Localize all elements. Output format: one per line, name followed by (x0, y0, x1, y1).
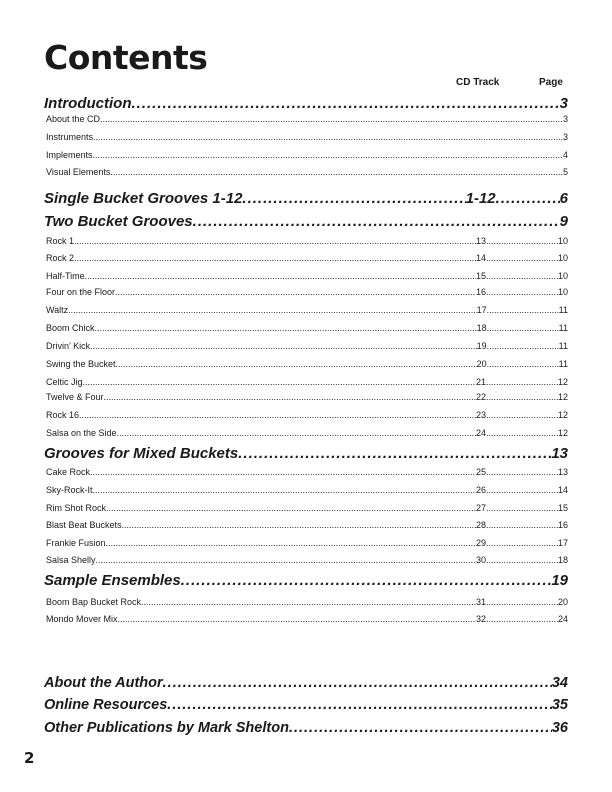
toc-track-number: 23 (475, 410, 486, 420)
toc-entry-title: Frankie Fusion (46, 538, 106, 548)
toc-entry[interactable] (46, 287, 568, 298)
toc-entry-title: Instruments (46, 132, 94, 142)
dot-leader (93, 150, 563, 161)
toc-entry-title: Online Resources (44, 697, 168, 713)
cd-track-header: CD Track (456, 77, 500, 88)
page-header: Page (539, 77, 563, 88)
toc-track-number: 20 (476, 359, 487, 369)
toc-section[interactable] (44, 719, 568, 737)
toc-entry-title: Sample Ensembles (44, 572, 181, 589)
dot-leader (238, 445, 551, 463)
toc-page-number: 10 (557, 287, 568, 297)
toc-page-number: 9 (559, 213, 568, 230)
dot-leader (74, 253, 476, 264)
toc-entry[interactable] (46, 114, 568, 125)
toc-entry[interactable] (46, 236, 568, 247)
toc-entry[interactable] (46, 428, 568, 439)
toc-entry[interactable] (46, 167, 568, 178)
toc-track-number: 14 (475, 253, 486, 263)
toc-entry[interactable] (46, 538, 568, 549)
dot-leader (163, 674, 552, 692)
toc-track-number: 1-12 (465, 190, 496, 207)
dot-leader (106, 503, 476, 514)
toc-page-number: 35 (551, 697, 568, 713)
toc-entry-title: Boom Chick (46, 323, 95, 333)
toc-page-number: 12 (557, 428, 568, 438)
dot-leader (486, 614, 558, 625)
toc-entry[interactable] (46, 323, 568, 334)
toc-entry-title: About the Author (44, 675, 163, 691)
dot-leader (74, 236, 476, 247)
dot-leader (141, 597, 476, 608)
page-title: Contents (44, 38, 208, 77)
toc-entry-title: Blast Beat Buckets (46, 520, 122, 530)
dot-leader (115, 287, 476, 298)
toc-entry[interactable] (46, 132, 568, 143)
dot-leader (486, 467, 558, 478)
toc-entry-title: Single Bucket Grooves 1-12 (44, 190, 243, 207)
dot-leader (104, 392, 476, 403)
dot-leader (116, 359, 477, 370)
dot-leader (118, 614, 476, 625)
dot-leader (193, 213, 560, 231)
toc-page-number: 13 (557, 467, 568, 477)
toc-entry-title: Four on the Floor (46, 287, 116, 297)
toc-page-number: 36 (551, 720, 568, 736)
toc-entry[interactable] (46, 485, 568, 496)
toc-track-number: 26 (475, 485, 486, 495)
toc-page-number: 11 (558, 305, 568, 315)
toc-track-number: 18 (476, 323, 487, 333)
toc-entry-title: Cake Rock (46, 467, 91, 477)
toc-page-number: 10 (557, 236, 568, 246)
dot-leader (83, 377, 476, 388)
toc-page-number: 15 (557, 503, 568, 513)
toc-track-number: 19 (476, 341, 487, 351)
toc-entry[interactable] (46, 597, 568, 608)
toc-page-number: 12 (557, 410, 568, 420)
dot-leader (289, 719, 552, 737)
toc-entry-title: Rim Shot Rock (46, 503, 107, 513)
toc-section[interactable] (44, 95, 568, 113)
toc-entry-title: Two Bucket Grooves (44, 213, 193, 230)
toc-entry-title: Visual Elements (46, 167, 111, 177)
toc-entry-title: About the CD (46, 114, 101, 124)
dot-leader (496, 190, 560, 208)
dot-leader (90, 467, 476, 478)
dot-leader (486, 485, 558, 496)
toc-page-number: 5 (562, 167, 568, 177)
toc-entry-title: Implements (46, 150, 93, 160)
toc-track-number: 16 (475, 287, 486, 297)
toc-page-number: 16 (557, 520, 568, 530)
toc-page-number: 10 (557, 253, 568, 263)
toc-entry[interactable] (46, 614, 568, 625)
toc-track-number: 21 (475, 377, 486, 387)
toc-track-number: 27 (475, 503, 486, 513)
dot-leader (486, 428, 558, 439)
dot-leader (486, 377, 558, 388)
toc-page-number: 11 (558, 341, 568, 351)
dot-leader (68, 305, 476, 316)
toc-entry[interactable] (46, 392, 568, 403)
dot-leader (85, 271, 476, 282)
toc-page-number: 12 (557, 392, 568, 402)
toc-track-number: 28 (475, 520, 486, 530)
dot-leader (486, 392, 558, 403)
toc-page-number: 10 (557, 271, 568, 281)
toc-entry[interactable] (46, 253, 568, 264)
toc-page-number: 17 (557, 538, 568, 548)
dot-leader (486, 410, 558, 421)
toc-entry-title: Half-Time (46, 271, 85, 281)
toc-entry-title: Rock 1 (46, 236, 75, 246)
toc-page-number: 14 (557, 485, 568, 495)
dot-leader (242, 190, 465, 208)
toc-entry-title: Sky-Rock-It (46, 485, 93, 495)
toc-entry-title: Salsa Shelly (46, 555, 96, 565)
toc-entry[interactable] (46, 467, 568, 478)
dot-leader (486, 555, 558, 566)
toc-track-number: 17 (476, 305, 487, 315)
toc-page-number: 34 (551, 675, 568, 691)
toc-page-number: 12 (557, 377, 568, 387)
dot-leader (486, 597, 558, 608)
toc-entry-title: Rock 2 (46, 253, 75, 263)
toc-track-number: 32 (475, 614, 486, 624)
toc-track-number: 24 (475, 428, 486, 438)
toc-entry-title: Grooves for Mixed Buckets (44, 445, 239, 462)
toc-entry-title: Rock 16 (46, 410, 80, 420)
toc-page-number: 3 (562, 132, 568, 142)
toc-track-number: 25 (475, 467, 486, 477)
toc-entry-title: Other Publications by Mark Shelton (44, 720, 289, 736)
toc-page-number: 3 (559, 95, 568, 112)
toc-entry[interactable] (46, 150, 568, 161)
toc-page-number: 3 (562, 114, 568, 124)
toc-entry[interactable] (46, 305, 568, 316)
dot-leader (96, 555, 476, 566)
toc-track-number: 15 (475, 271, 486, 281)
toc-entry-title: Boom Bap Bucket Rock (46, 597, 142, 607)
dot-leader (487, 305, 559, 316)
toc-entry[interactable] (46, 555, 568, 566)
toc-entry[interactable] (46, 520, 568, 531)
dot-leader (486, 520, 558, 531)
toc-page-number: 4 (562, 150, 568, 160)
toc-entry-title: Twelve & Four (46, 392, 104, 402)
toc-page-number: 11 (558, 323, 568, 333)
toc-entry-title: Introduction (44, 95, 132, 112)
dot-leader (486, 271, 558, 282)
dot-leader (110, 167, 563, 178)
dot-leader (90, 341, 476, 352)
toc-section[interactable] (44, 445, 568, 463)
toc-track-number: 22 (475, 392, 486, 402)
dot-leader (122, 520, 476, 531)
toc-entry[interactable] (46, 359, 568, 370)
dot-leader (95, 323, 477, 334)
dot-leader (487, 323, 559, 334)
toc-page-number: 13 (551, 445, 568, 462)
toc-page-number: 24 (557, 614, 568, 624)
toc-entry-title: Celtic Jig (46, 377, 83, 387)
dot-leader (117, 428, 476, 439)
toc-entry[interactable] (46, 503, 568, 514)
dot-leader (93, 485, 476, 496)
dot-leader (486, 503, 558, 514)
toc-entry-title: Salsa on the Side (46, 428, 117, 438)
toc-track-number: 29 (475, 538, 486, 548)
dot-leader (131, 95, 559, 113)
toc-page-number: 18 (557, 555, 568, 565)
toc-section[interactable] (44, 213, 568, 231)
toc-entry-title: Drivin’ Kick (46, 341, 91, 351)
toc-page-number: 6 (559, 190, 568, 207)
toc-entry[interactable] (46, 271, 568, 282)
toc-section[interactable] (44, 696, 568, 714)
toc-section[interactable] (44, 572, 568, 590)
dot-leader (181, 572, 552, 590)
dot-leader (487, 359, 559, 370)
dot-leader (486, 538, 558, 549)
dot-leader (106, 538, 476, 549)
toc-page-number: 20 (557, 597, 568, 607)
dot-leader (486, 287, 558, 298)
dot-leader (93, 132, 563, 143)
toc-track-number: 30 (475, 555, 486, 565)
toc-section[interactable] (44, 674, 568, 692)
dot-leader (79, 410, 476, 421)
toc-entry-title: Waltz (46, 305, 69, 315)
toc-track-number: 31 (475, 597, 486, 607)
toc-entry[interactable] (46, 410, 568, 421)
page-number: 2 (24, 749, 35, 767)
dot-leader (167, 696, 552, 714)
dot-leader (486, 236, 558, 247)
dot-leader (487, 341, 559, 352)
toc-page-number: 19 (551, 572, 568, 589)
dot-leader (100, 114, 563, 125)
toc-entry[interactable] (46, 377, 568, 388)
dot-leader (486, 253, 558, 264)
toc-section[interactable] (44, 190, 568, 208)
toc-entry-title: Swing the Bucket (46, 359, 116, 369)
toc-page-number: 11 (558, 359, 568, 369)
toc-entry[interactable] (46, 341, 568, 352)
toc-entry-title: Mondo Mover Mix (46, 614, 118, 624)
toc-track-number: 13 (475, 236, 486, 246)
